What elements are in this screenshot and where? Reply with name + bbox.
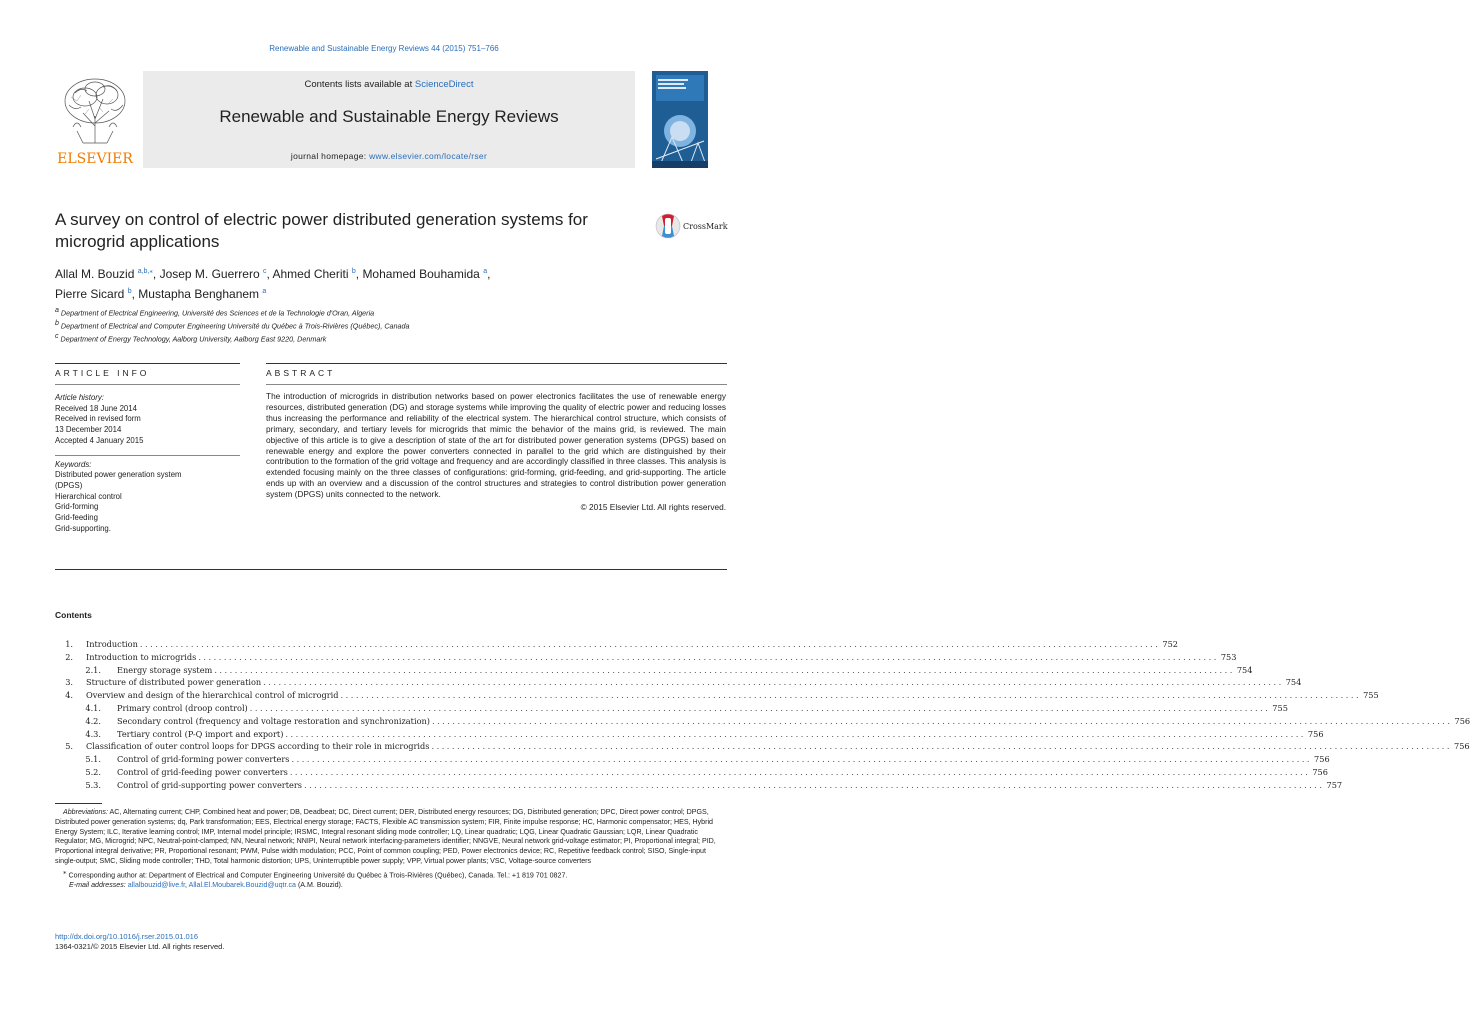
toc-title[interactable]: Secondary control (frequency and voltage restoration and synchronization) bbox=[117, 715, 430, 726]
article-info bbox=[55, 390, 240, 534]
keyword: Grid-forming bbox=[55, 502, 99, 512]
toc-leader-dots: ........................................................................................................................................................................................................ bbox=[249, 702, 1271, 713]
divider bbox=[55, 363, 240, 364]
abstract bbox=[266, 391, 726, 513]
toc-title[interactable]: Primary control (droop control) bbox=[117, 702, 248, 713]
toc-entry[interactable] bbox=[55, 715, 1470, 729]
elsevier-wordmark: ELSEVIER bbox=[57, 151, 133, 167]
author-affiliation-mark[interactable]: c bbox=[262, 268, 267, 275]
toc-leader-dots: ........................................................................................................................................................................................................ bbox=[285, 728, 1306, 739]
toc-number: 4. bbox=[65, 690, 73, 701]
toc-page-number[interactable]: 755 bbox=[1272, 702, 1288, 713]
toc-leader-dots: ........................................................................................................................................................................................................ bbox=[291, 754, 1313, 765]
issn-copyright: 1364-0321/© 2015 Elsevier Ltd. All rights reserved. bbox=[55, 941, 225, 951]
toc-page-number[interactable]: 752 bbox=[1162, 639, 1179, 649]
toc-entry[interactable] bbox=[55, 639, 1179, 652]
toc-number: 2. bbox=[65, 651, 73, 662]
author[interactable]: Allal M. Bouzid $^{a,b,⁎}$, bbox=[55, 267, 160, 281]
toc-title[interactable]: Energy storage system bbox=[117, 664, 213, 675]
divider bbox=[55, 569, 727, 570]
journal-title: Renewable and Sustainable Energy Reviews bbox=[219, 107, 559, 126]
doi-block bbox=[55, 932, 224, 952]
author-list bbox=[55, 263, 675, 303]
toc-page-number[interactable]: 756 bbox=[1454, 715, 1470, 726]
toc-entry[interactable] bbox=[55, 664, 1253, 678]
email-footnote: E-mail addresses: allalbouzid@live.fr, Allal.El.Moubarek.Bouzid@uqtr.ca (A.M. Bouzid). bbox=[69, 880, 343, 889]
toc-title[interactable]: Control of grid-forming power converters bbox=[117, 754, 290, 765]
affiliations bbox=[55, 306, 715, 345]
affiliation: $^b$ Department of Electrical and Computer Engineering Université du Québec à Trois-Rivières (Québec), Canada bbox=[55, 319, 410, 331]
toc-number: 1. bbox=[65, 639, 73, 649]
author-affiliation-mark[interactable]: a bbox=[262, 288, 267, 295]
toc-leader-dots: ........................................................................................................................................................................................................ bbox=[303, 779, 1325, 790]
keyword: Grid-feeding bbox=[55, 513, 98, 523]
homepage-link[interactable]: www.elsevier.com/locate/rser bbox=[369, 151, 488, 161]
journal-cover-thumbnail[interactable] bbox=[650, 71, 710, 168]
toc-entry[interactable] bbox=[55, 702, 1288, 716]
toc-leader-dots: ........................................................................................................................................................................................................ bbox=[214, 664, 1235, 675]
keyword: Grid-supporting. bbox=[55, 523, 111, 533]
toc-page-number[interactable]: 756 bbox=[1307, 728, 1324, 739]
keyword: Distributed power generation system bbox=[55, 470, 182, 480]
history-item: Received in revised form bbox=[55, 414, 141, 424]
keywords-label: Keywords: bbox=[55, 459, 92, 469]
toc-leader-dots: ........................................................................................................................................................................................................ bbox=[263, 677, 1284, 688]
toc-page-number[interactable]: 753 bbox=[1220, 651, 1237, 662]
keyword: Hierarchical control bbox=[55, 491, 122, 501]
toc-number: 2.1. bbox=[85, 664, 101, 675]
toc-entry[interactable] bbox=[55, 728, 1324, 742]
toc-page-number[interactable]: 754 bbox=[1285, 677, 1302, 688]
affiliation: $^c$ Department of Energy Technology, Aalborg University, Aalborg East 9220, Denmark bbox=[55, 332, 327, 344]
abbreviations-footnote: Abbreviations: AC, Alternating current; CHP, Combined heat and power; DB, Deadbeat; DC, Direct current; DER, Distributed energy resources; DG, Distributed generation; DPC, Direct power control; DPGS, Distributed power generation systems; dq, Park transformation; EES, Electrical energy storage; FACTS, Flexible AC transmission system; FIR, Finite impulse response; HC, Harmonic compensator; HES, Hybrid Energy System; ILC, Iterative learning control; IMP, Internal model principle; IRSMC, Integral resonant sliding mode controller; LQ, Linear quadratic; LQG, Linear Quadratic Gaussian; LQR, Linear Quadratic Regulator; MG, Microgrid; NPC, Neutral-point-clamped; NN, Neural network; NNIPI, Neural network interfacing-parameters identifier; NNGVE, Neural network grid-voltage estimator; PI, Proportional integral; PID, Proportional integral derivative; PR, Proportional resonant; PWM, Pulse width modulation; PCC, Point of common coupling; PED, Power electronics device; RC, Repetitive feedback control; SISO, Single-input single-output; SMC, Sliding mode controller; THD, Total harmonic distortion; UPS, Uninterruptible power supply; VPP, Virtual power plants; VSC, Voltage-source converters bbox=[55, 808, 716, 865]
doi-link[interactable]: http://dx.doi.org/10.1016/j.rser.2015.01.016 bbox=[55, 932, 199, 941]
abstract-text: The introduction of microgrids in distribution networks based on power electronics facilitates the use of renewable energy resources, distributed generation (DG) and storage systems while improving the quality of electric power and reducing losses thus increasing the performance and reliability of the electrical system. The hierarchical control structure, which consists of primary, secondary, and tertiary levels for microgrids that mimic the behavior of the mains grid, is reviewed. The main objective of this article is to give a description of state of the art for distributed power generation systems (DPGS) based on renewable energy and explore the power converters connected in parallel to the grid which are distinguished by their contribution to the formation of the grid voltage and frequency and are accordingly classified in three classes. This analysis is extended focusing mainly on the three classes of configurations: grid-forming, grid-feeding, and grid-supporting. The article ends up with an overview and a discussion of the control structures and strategies to control distribution power generation system (DPGS) units connected to the network. bbox=[266, 391, 726, 500]
toc-leader-dots: ........................................................................................................................................................................................................ bbox=[431, 741, 1452, 752]
toc-leader-dots: ........................................................................................................................................................................................................ bbox=[340, 690, 1362, 701]
divider bbox=[55, 384, 240, 385]
footnote-divider bbox=[55, 803, 102, 804]
author-affiliation-mark[interactable]: a bbox=[483, 268, 488, 275]
toc-title[interactable]: Tertiary control (P-Q import and export) bbox=[117, 728, 284, 739]
author[interactable]: Mustapha Benghanem $^a$ bbox=[138, 287, 267, 301]
toc-entry[interactable] bbox=[55, 779, 1343, 793]
table-of-contents bbox=[55, 639, 1470, 793]
author[interactable]: Josep M. Guerrero $^c$, bbox=[159, 267, 273, 281]
email-link[interactable]: allalbouzid@live.fr bbox=[127, 880, 186, 889]
author[interactable]: Mohamed Bouhamida $^a$, bbox=[362, 267, 491, 281]
toc-title[interactable]: Structure of distributed power generation bbox=[86, 677, 262, 688]
journal-homepage bbox=[143, 151, 635, 161]
toc-entry[interactable] bbox=[55, 690, 1379, 703]
history-item: Accepted 4 January 2015 bbox=[55, 435, 144, 445]
toc-number: 5.3. bbox=[85, 779, 101, 790]
toc-page-number[interactable]: 756 bbox=[1314, 754, 1330, 765]
toc-page-number[interactable]: 754 bbox=[1236, 664, 1253, 675]
crossmark-icon bbox=[655, 212, 730, 240]
toc-leader-dots: ........................................................................................................................................................................................................ bbox=[198, 651, 1219, 662]
toc-title[interactable]: Control of grid-supporting power converters bbox=[117, 779, 302, 790]
toc-page-number[interactable]: 757 bbox=[1326, 779, 1343, 790]
contents-availability bbox=[143, 79, 635, 90]
author-affiliation-mark[interactable]: b bbox=[351, 268, 356, 275]
article-info-heading: ARTICLE INFO bbox=[55, 368, 150, 378]
sciencedirect-link[interactable]: ScienceDirect bbox=[414, 79, 474, 90]
footnotes bbox=[55, 808, 727, 891]
journal-citation[interactable]: Renewable and Sustainable Energy Reviews 44 (2015) 751–766 bbox=[269, 44, 499, 53]
toc-entry[interactable] bbox=[55, 651, 1237, 665]
toc-leader-dots: ........................................................................................................................................................................................................ bbox=[139, 639, 1161, 649]
paper-title: A survey on control of electric power distributed generation systems for microgrid applications bbox=[55, 210, 588, 251]
homepage-label: journal homepage: bbox=[290, 151, 370, 161]
crossmark-label: CrossMark bbox=[683, 222, 728, 231]
toc-entry[interactable] bbox=[55, 766, 1328, 780]
toc-number: 5.2. bbox=[85, 766, 101, 777]
toc-leader-dots: ........................................................................................................................................................................................................ bbox=[432, 715, 1453, 726]
toc-title[interactable]: Classification of outer control loops for DPGS according to their role in microgrids bbox=[86, 741, 430, 752]
author-affiliation-mark[interactable]: a,b,⁎ bbox=[137, 268, 153, 275]
author[interactable]: Pierre Sicard $^b$, bbox=[55, 287, 139, 301]
toc-page-number[interactable]: 756 bbox=[1312, 766, 1328, 777]
history-label: Article history: bbox=[55, 393, 104, 402]
toc-title[interactable]: Overview and design of the hierarchical control of microgrid bbox=[86, 690, 339, 701]
journal-cover-image bbox=[650, 71, 710, 168]
contents-heading: Contents bbox=[55, 610, 92, 620]
divider bbox=[266, 384, 727, 385]
keyword: (DPGS) bbox=[55, 480, 83, 490]
toc-entry[interactable] bbox=[55, 677, 1302, 690]
history-item: 13 December 2014 bbox=[55, 425, 122, 435]
copyright: © 2015 Elsevier Ltd. All rights reserved. bbox=[580, 502, 726, 513]
author[interactable]: Ahmed Cheriti $^b$, bbox=[272, 267, 363, 281]
elsevier-logo[interactable] bbox=[55, 71, 135, 168]
divider bbox=[266, 363, 727, 364]
corresponding-author-footnote: ⁎ Corresponding author at: Department of Electrical and Computer Engineering Université du Québec à Trois-Rivières (Québec), Canada. Tel.: +1 819 701 0827. bbox=[63, 868, 568, 880]
journal-masthead bbox=[55, 71, 710, 168]
toc-title[interactable]: Introduction bbox=[86, 639, 138, 649]
author-affiliation-mark[interactable]: b bbox=[127, 288, 132, 295]
toc-title[interactable]: Introduction to microgrids bbox=[86, 651, 197, 662]
toc-number: 4.1. bbox=[85, 702, 101, 713]
toc-leader-dots: ........................................................................................................................................................................................................ bbox=[289, 766, 1311, 777]
toc-page-number[interactable]: 755 bbox=[1363, 690, 1379, 701]
abstract-heading: ABSTRACT bbox=[266, 368, 336, 378]
affiliation: $^a$ Department of Electrical Engineering, Université des Sciences et de la Technologie d'Oran, Algeria bbox=[55, 307, 375, 318]
email-link[interactable]: Allal.El.Moubarek.Bouzid@uqtr.ca bbox=[188, 880, 296, 889]
contents-prefix: Contents lists available at bbox=[304, 79, 415, 90]
history-item: Received 18 June 2014 bbox=[55, 403, 137, 413]
toc-entry[interactable] bbox=[55, 741, 1470, 754]
toc-number: 5. bbox=[65, 741, 73, 752]
toc-title[interactable]: Control of grid-feeding power converters bbox=[117, 766, 288, 777]
toc-number: 5.1. bbox=[85, 754, 101, 765]
toc-page-number[interactable]: 756 bbox=[1454, 741, 1470, 752]
toc-entry[interactable] bbox=[55, 754, 1330, 767]
crossmark-badge[interactable] bbox=[655, 212, 730, 240]
toc-number: 4.3. bbox=[85, 728, 101, 739]
elsevier-tree-icon bbox=[55, 71, 135, 168]
toc-number: 4.2. bbox=[85, 715, 101, 726]
divider bbox=[55, 455, 240, 456]
toc-number: 3. bbox=[65, 677, 73, 688]
